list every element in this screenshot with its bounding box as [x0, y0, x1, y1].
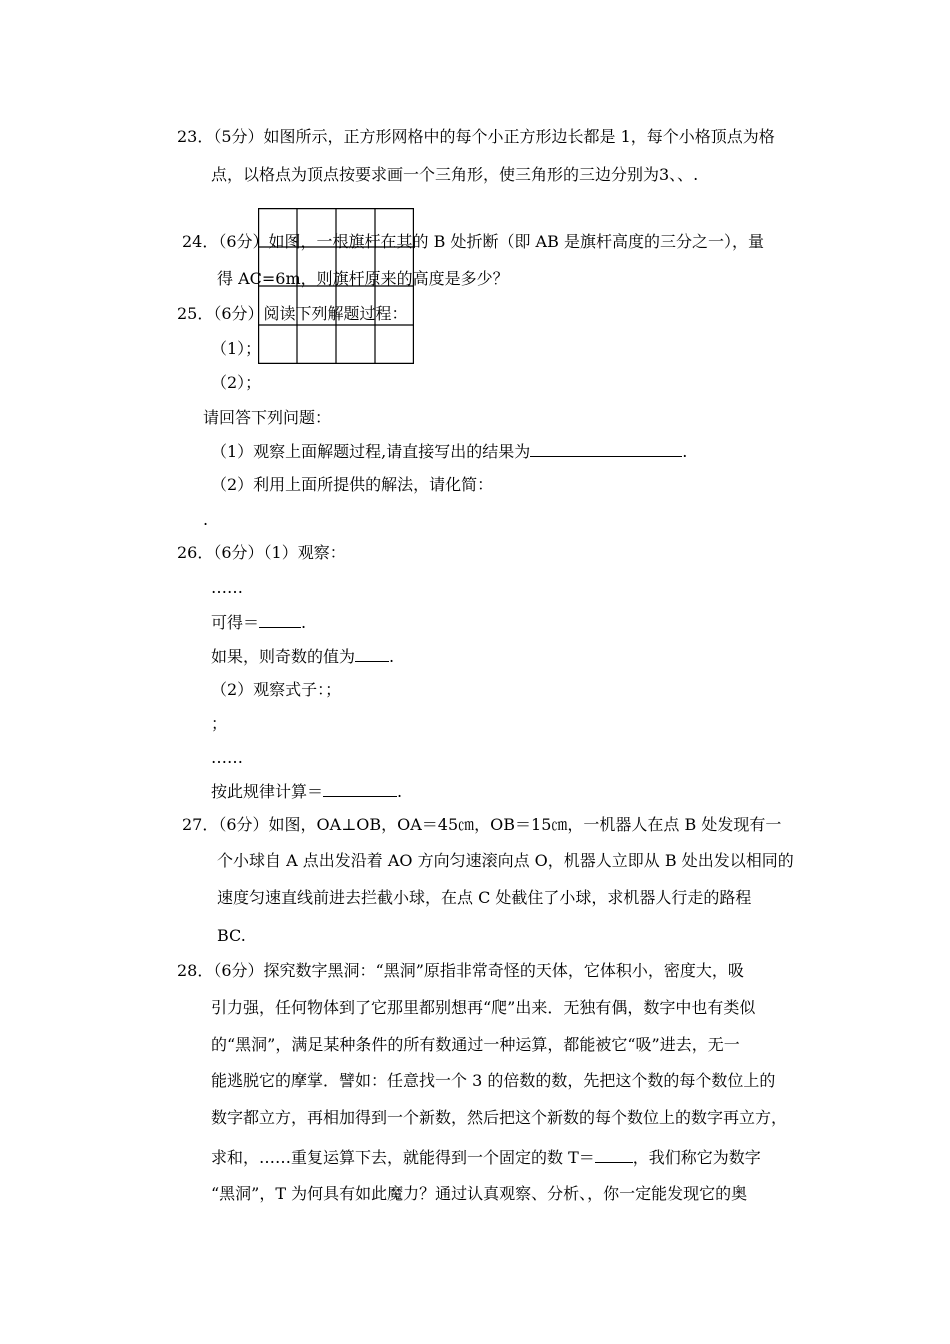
q27-line4: BC. [217, 926, 246, 945]
q25-prompt: 请回答下列问题： [203, 408, 332, 427]
q28-line1: 28．（6分）探究数字黑洞：“黑洞”原指非常奇怪的天体，它体积小，密度大，吸 [177, 961, 744, 980]
q27-line2: 个小球自 A 点出发沿着 AO 方向匀速滚向点 O，机器人立即从 B 处出发以相同的 [217, 851, 794, 870]
q27-line1: 27．（6分）如图，OA⊥OB，OA＝45㎝，OB＝15㎝，一机器人在点 B 处发现有一 [182, 815, 782, 834]
answer-blank [355, 646, 389, 662]
q26-odd-text: 如果，则奇数的值为 [211, 647, 356, 666]
q24-line2: 得 AC=6m，则旗杆原来的高度是多少？ [217, 269, 509, 288]
q25-sub1 [211, 441, 687, 462]
q26-calc-text: 按此规律计算＝ [211, 782, 324, 801]
q25-sub2: （2）利用上面所提供的解法，请化简： [211, 475, 494, 494]
q26-odd [211, 646, 394, 667]
q26-result-end: . [301, 613, 307, 632]
q24-line1: 24．（6分）如图，一根旗杆在其的 B 处折断（即 AB 是旗杆高度的三分之一），量 [182, 232, 764, 251]
q26-calc-end: . [397, 782, 403, 801]
answer-blank [530, 441, 682, 457]
q28-line3: 的“黑洞”，满足某种条件的所有数通过一种运算，都能被它“吸”进去，无一 [211, 1035, 740, 1054]
answer-blank [323, 781, 397, 797]
q25-step1: （1）； [211, 339, 262, 358]
q26-semicolon: ； [211, 714, 228, 733]
q27-line3: 速度匀速直线前进去拦截小球，在点 C 处截住了小球，求机器人行走的路程 [217, 888, 752, 907]
q28-line6-a: 求和，……重复运算下去，就能得到一个固定的数 T＝ [211, 1148, 595, 1167]
q26-ellipsis2: …… [211, 748, 243, 767]
q28-line6 [211, 1147, 761, 1168]
answer-blank [595, 1147, 633, 1163]
q23-line2: 点，以格点为顶点按要求画一个三角形，使三角形的三边分别为3、、. [211, 165, 699, 184]
q25-sub1-end: . [682, 442, 688, 461]
q26-odd-end: . [389, 647, 395, 666]
q25-intro: 25．（6分）阅读下列解题过程： [177, 304, 408, 323]
q28-line6-b: ，我们称它为数字 [632, 1148, 761, 1167]
q23-line1: 23．（5分）如图所示，正方形网格中的每个小正方形边长都是 1，每个小格顶点为格 [177, 127, 775, 146]
q28-line4: 能逃脱它的摩掌．譬如：任意找一个 3 的倍数的数，先把这个数的每个数位上的 [211, 1071, 776, 1090]
q26-part2: （2）观察式子：； [211, 680, 342, 699]
q26-intro: 26．（6分）（1）观察： [177, 543, 346, 562]
q25-sub1-text: （1）观察上面解题过程,请直接写出的结果为 [211, 442, 531, 461]
q28-line5: 数字都立方，再相加得到一个新数，然后把这个新数的每个数位上的数字再立方， [211, 1108, 788, 1127]
q26-calc [211, 781, 402, 802]
q26-ellipsis1: …… [211, 578, 243, 597]
answer-blank [259, 612, 301, 628]
q28-line2: 引力强，任何物体到了它那里都别想再“爬”出来．无独有偶，数字中也有类似 [211, 998, 756, 1017]
q26-result-text: 可得＝ [211, 613, 260, 632]
q26-result [211, 612, 306, 633]
q25-step2: （2）； [211, 373, 262, 392]
q25-dot: . [203, 510, 209, 529]
q28-line7: “黑洞”，T 为何具有如此魔力？通过认真观察、分析、，你一定能发现它的奥 [211, 1184, 748, 1203]
